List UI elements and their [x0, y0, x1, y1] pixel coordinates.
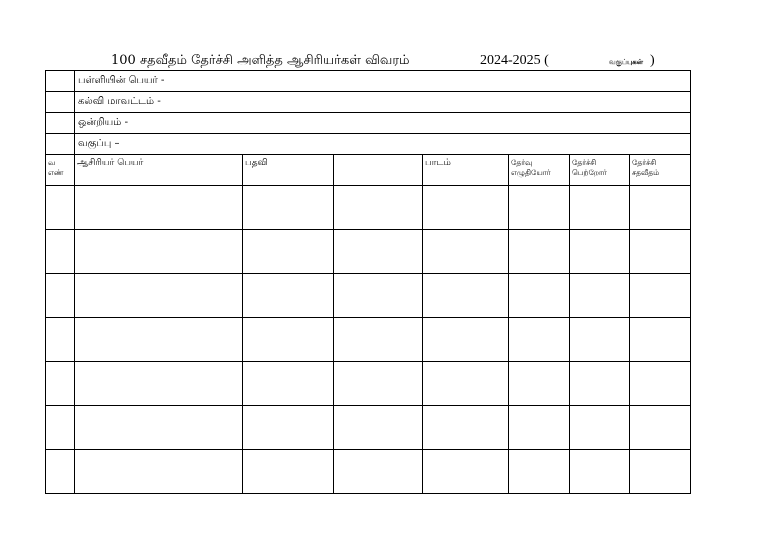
col-header-text: எண்: [48, 168, 64, 177]
col-header-text: சதவீதம்: [632, 168, 660, 177]
class-label: வகுப்பு –: [75, 134, 691, 155]
education-district-label: கல்வி மாவட்டம் -: [75, 92, 691, 113]
col-header-pass-percentage: [630, 155, 691, 186]
col-header-teacher-name: ஆசிரியர் பெயர்: [75, 155, 243, 186]
table-cell[interactable]: [423, 318, 509, 362]
table-cell[interactable]: [423, 406, 509, 450]
table-cell[interactable]: [570, 186, 630, 230]
table-row: [46, 274, 691, 318]
table-cell[interactable]: [46, 450, 75, 494]
table-cell[interactable]: [570, 450, 630, 494]
table-cell[interactable]: [509, 230, 570, 274]
table-cell[interactable]: [46, 230, 75, 274]
heading-close-paren: ): [650, 53, 655, 68]
info-row-cell: [46, 113, 75, 134]
col-header-appeared: [509, 155, 570, 186]
table-cell[interactable]: [334, 274, 423, 318]
table-cell[interactable]: [334, 230, 423, 274]
heading-class-label: வகுப்புகள்: [609, 57, 644, 66]
table-cell[interactable]: [243, 186, 334, 230]
info-row-cell: [46, 92, 75, 113]
col-header-text: பெற்றோர்: [572, 168, 607, 177]
table-cell[interactable]: [509, 186, 570, 230]
table-cell[interactable]: [509, 318, 570, 362]
col-header-text: எழுதியோர்: [511, 168, 551, 177]
table-cell[interactable]: [46, 186, 75, 230]
heading-year: 2024-2025 (: [480, 53, 549, 68]
table-cell[interactable]: [630, 318, 691, 362]
table-cell[interactable]: [46, 406, 75, 450]
table-cell[interactable]: [423, 186, 509, 230]
table-cell[interactable]: [630, 230, 691, 274]
col-header-designation: பதவி: [243, 155, 334, 186]
table-cell[interactable]: [509, 406, 570, 450]
col-header-text: தேர்ச்சி: [572, 158, 597, 167]
info-row-school: [46, 71, 691, 92]
form-heading: [0, 52, 768, 70]
col-header-serial-no: [46, 155, 75, 186]
table-cell[interactable]: [570, 230, 630, 274]
table-cell[interactable]: [509, 362, 570, 406]
table-cell[interactable]: [630, 186, 691, 230]
info-row-class: [46, 134, 691, 155]
table-cell[interactable]: [75, 230, 243, 274]
table-row: [46, 406, 691, 450]
table-cell[interactable]: [75, 318, 243, 362]
table-row: [46, 230, 691, 274]
table-row: [46, 450, 691, 494]
table-cell[interactable]: [75, 362, 243, 406]
col-header-blank: [334, 155, 423, 186]
info-row-union: [46, 113, 691, 134]
heading-title: 100 சதவீதம் தேர்ச்சி அளித்த ஆசிரியர்கள் விவரம்: [111, 53, 410, 68]
table-cell[interactable]: [334, 406, 423, 450]
table-cell[interactable]: [423, 450, 509, 494]
info-row-district: [46, 92, 691, 113]
table-cell[interactable]: [423, 274, 509, 318]
table-cell[interactable]: [334, 362, 423, 406]
table-cell[interactable]: [509, 450, 570, 494]
table-cell[interactable]: [243, 362, 334, 406]
column-header-row: [46, 155, 691, 186]
table-cell[interactable]: [243, 406, 334, 450]
col-header-text: தேர்ச்சி: [632, 158, 657, 167]
table-cell[interactable]: [75, 186, 243, 230]
col-header-passed: [570, 155, 630, 186]
table-cell[interactable]: [75, 406, 243, 450]
school-name-label: பள்ளியின் பெயர் -: [75, 71, 691, 92]
table-cell[interactable]: [570, 362, 630, 406]
table-cell[interactable]: [630, 274, 691, 318]
table-cell[interactable]: [243, 318, 334, 362]
table-row: [46, 362, 691, 406]
table-cell[interactable]: [75, 450, 243, 494]
info-row-cell: [46, 71, 75, 92]
table-cell[interactable]: [570, 406, 630, 450]
col-header-text: தேர்வு: [511, 158, 533, 167]
table-cell[interactable]: [46, 362, 75, 406]
table-cell[interactable]: [630, 450, 691, 494]
teacher-details-table: [45, 70, 691, 494]
table-cell[interactable]: [46, 318, 75, 362]
table-cell[interactable]: [509, 274, 570, 318]
table-cell[interactable]: [243, 274, 334, 318]
union-label: ஒன்றியம் -: [75, 113, 691, 134]
table-cell[interactable]: [630, 406, 691, 450]
table-row: [46, 186, 691, 230]
table-cell[interactable]: [423, 362, 509, 406]
table-cell[interactable]: [334, 450, 423, 494]
col-header-text: வ: [48, 158, 56, 167]
table-cell[interactable]: [243, 230, 334, 274]
table-cell[interactable]: [630, 362, 691, 406]
table-row: [46, 318, 691, 362]
col-header-subject: பாடம்: [423, 155, 509, 186]
table-cell[interactable]: [46, 274, 75, 318]
table-cell[interactable]: [423, 230, 509, 274]
table-cell[interactable]: [570, 274, 630, 318]
info-row-cell: [46, 134, 75, 155]
table-cell[interactable]: [570, 318, 630, 362]
table-cell[interactable]: [75, 274, 243, 318]
table-cell[interactable]: [334, 186, 423, 230]
table-cell[interactable]: [243, 450, 334, 494]
table-cell[interactable]: [334, 318, 423, 362]
